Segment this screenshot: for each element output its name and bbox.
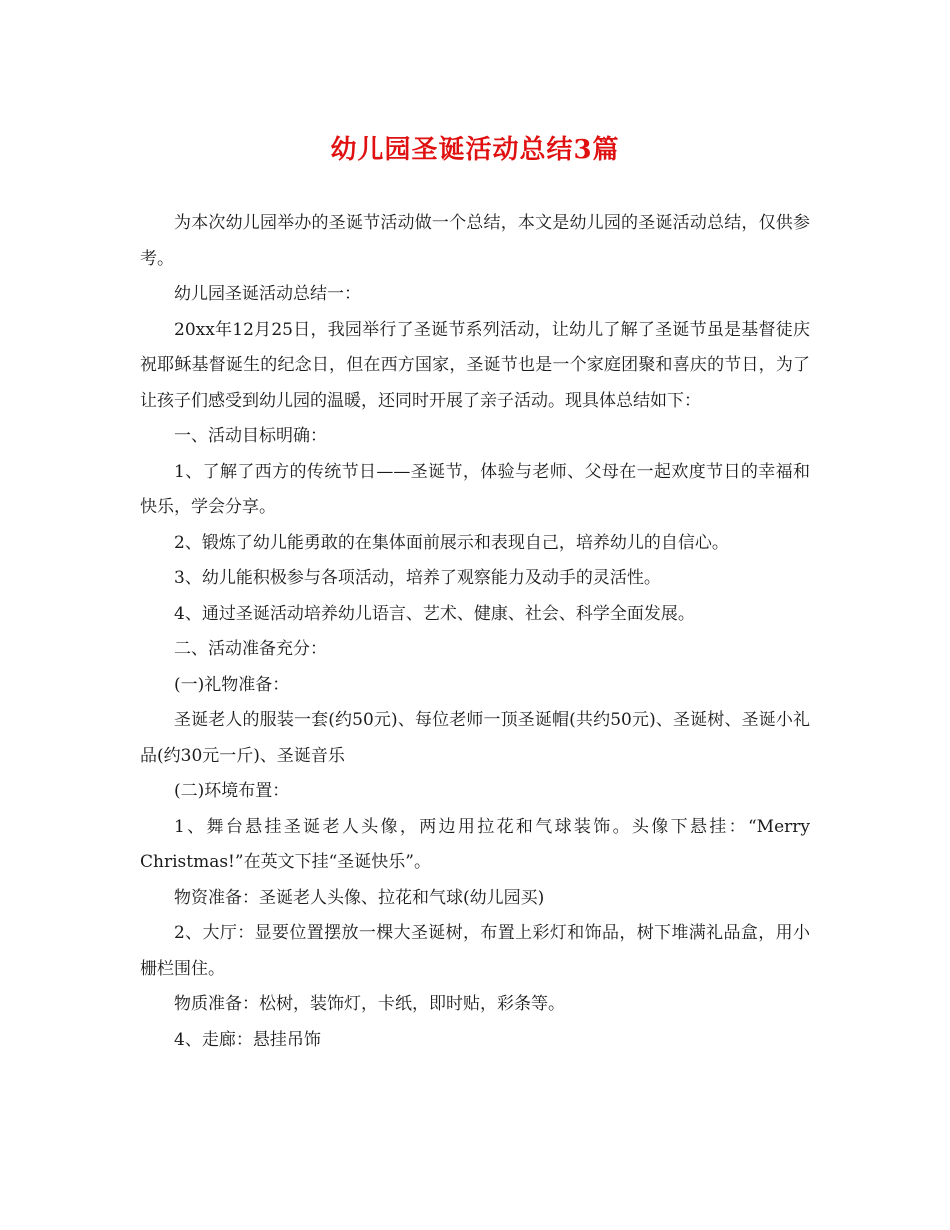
paragraph-stage-decoration: 1、舞台悬挂圣诞老人头像，两边用拉花和气球装饰。头像下悬挂：“Merry Christmas!”在英文下挂“圣诞快乐”。 bbox=[140, 816, 810, 872]
paragraph-section-heading-one: 幼儿园圣诞活动总结一： bbox=[174, 284, 361, 304]
paragraph-intro: 为本次幼儿园举办的圣诞节活动做一个总结，本文是幼儿园的圣诞活动总结，仅供参考。 bbox=[140, 213, 810, 269]
paragraph-hall-decoration: 2、大厅：显要位置摆放一棵大圣诞树，布置上彩灯和饰品，树下堆满礼品盒，用小栅栏围住。 bbox=[140, 923, 810, 979]
paragraph-gift-heading: (一)礼物准备： bbox=[174, 674, 290, 695]
paragraph-goal-4: 4、通过圣诞活动培养幼儿语言、艺术、健康、社会、科学全面发展。 bbox=[174, 603, 695, 624]
paragraph-gift-list: 圣诞老人的服装一套(约50元)、每位老师一顶圣诞帽(共约50元)、圣诞树、圣诞小礼品(约30元一斤)、圣诞音乐 bbox=[140, 710, 810, 766]
document-body bbox=[140, 206, 810, 1058]
paragraph-environment-heading: (二)环境布置： bbox=[174, 781, 290, 801]
paragraph-goals-heading: 一、活动目标明确： bbox=[174, 426, 327, 446]
paragraph-goal-2: 2、锻炼了幼儿能勇敢的在集体面前展示和表现自己，培养幼儿的自信心。 bbox=[174, 532, 729, 553]
paragraph-goal-1: 1、了解了西方的传统节日——圣诞节，体验与老师、父母在一起欢度节日的幸福和快乐，学会分享。 bbox=[140, 461, 810, 517]
paragraph-preparation-heading: 二、活动准备充分： bbox=[174, 639, 327, 659]
paragraph-event-summary: 20xx年12月25日，我园举行了圣诞节系列活动，让幼儿了解了圣诞节虽是基督徒庆祝耶稣基督诞生的纪念日，但在西方国家，圣诞节也是一个家庭团聚和喜庆的节日，为了让孩子们感受到幼儿园的温暖，还同时开展了亲子活动。现具体总结如下： bbox=[140, 319, 810, 411]
paragraph-corridor: 4、走廊：悬挂吊饰 bbox=[174, 1029, 321, 1050]
paragraph-hall-materials: 物质准备：松树，装饰灯，卡纸，即时贴，彩条等。 bbox=[174, 994, 565, 1014]
paragraph-stage-materials: 物资准备：圣诞老人头像、拉花和气球(幼儿园买) bbox=[174, 887, 545, 908]
document-title: 幼儿园圣诞活动总结3篇 bbox=[330, 135, 620, 165]
paragraph-goal-3: 3、幼儿能积极参与各项活动，培养了观察能力及动手的灵活性。 bbox=[174, 568, 661, 588]
